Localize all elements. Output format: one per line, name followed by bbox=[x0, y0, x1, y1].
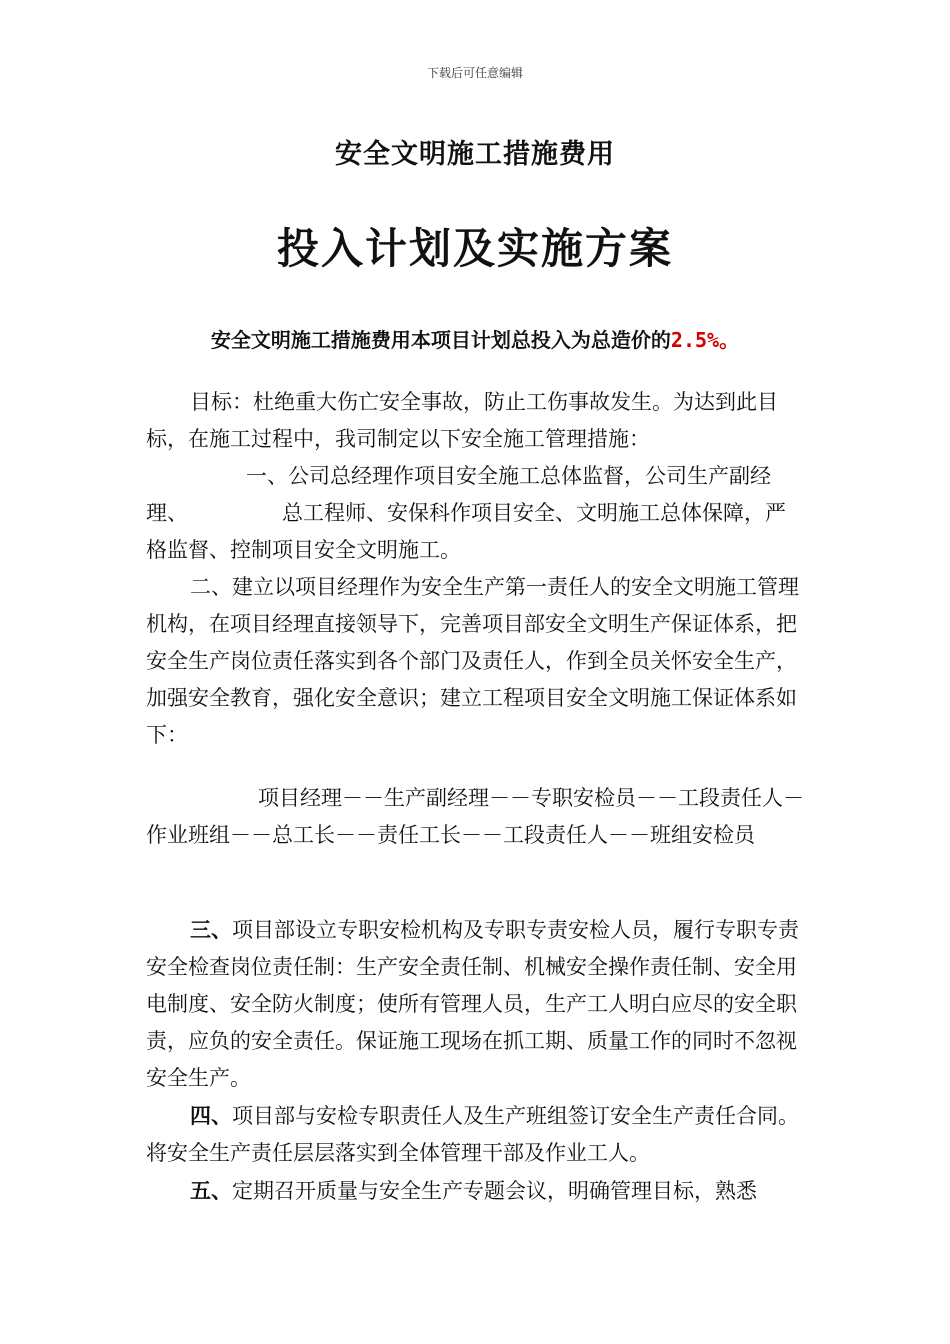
item1-part-b: 总工程师、安保科作项目安全、文明施工总体保障，严格监督、控制项目安全文明施工。 bbox=[146, 501, 786, 562]
item3-label: 三、 bbox=[190, 917, 232, 942]
paragraph-item3 bbox=[146, 911, 806, 1097]
item3-text: 项目部设立专职安检机构及专职专责安检人员，履行专职专责安全检查岗位责任制：生产安全责任制、机械安全操作责任制、安全用电制度、安全防火制度；使所有管理人员，生产工人明白应尽的安全职责，应负的安全责任。保证施工现场在抓工期、质量工作的同时不忽视安全生产。 bbox=[146, 918, 799, 1090]
body-section-chain bbox=[146, 780, 806, 854]
paragraph-goal: 目标：杜绝重大伤亡安全事故，防止工伤事故发生。为达到此目标，在施工过程中，我司制定以下安全施工管理措施： bbox=[146, 390, 778, 451]
item4-text: 项目部与安检专职责任人及生产班组签订安全生产责任合同。将安全生产责任层层落实到全体管理干部及作业工人。 bbox=[146, 1104, 799, 1165]
paragraph-item5 bbox=[146, 1172, 806, 1210]
item5-text: 定期召开质量与安全生产专题会议，明确管理目标，熟悉 bbox=[232, 1179, 757, 1203]
item5-label: 五、 bbox=[190, 1178, 232, 1203]
item4-label: 四、 bbox=[190, 1103, 232, 1128]
body-section-top bbox=[146, 384, 806, 754]
paragraph-item1 bbox=[146, 458, 806, 569]
paragraph-item2: 二、建立以项目经理作为安全生产第一责任人的安全文明施工管理机构，在项目经理直接领导下，完善项目部安全文明生产保证体系，把安全生产岗位责任落实到各个部门及责任人，作到全员关怀安全生产，加强安全教育，强化安全意识；建立工程项目安全文明施工保证体系如下： bbox=[146, 575, 799, 747]
header-note: 下载后可任意编辑 bbox=[426, 66, 523, 80]
summary-line bbox=[0, 324, 950, 353]
item1-part-a: 一、公司总经理作项目安全施工总体监督，公司生产副经理、 bbox=[146, 464, 771, 525]
summary-text: 安全文明施工措施费用本项目计划总投入为总造价的 bbox=[210, 328, 671, 352]
paragraph-item4 bbox=[146, 1097, 806, 1172]
document-title-line2: 投入计划及实施方案 bbox=[276, 224, 673, 273]
paragraph-chain: 项目经理－－生产副经理－－专职安检员－－工段责任人－作业班组－－总工长－－责任工长－－工段责任人－－班组安检员 bbox=[146, 786, 804, 847]
body-section-bottom bbox=[146, 911, 806, 1210]
document-title-line1: 安全文明施工措施费用 bbox=[335, 139, 615, 170]
summary-percent: 2.5%。 bbox=[670, 328, 740, 352]
